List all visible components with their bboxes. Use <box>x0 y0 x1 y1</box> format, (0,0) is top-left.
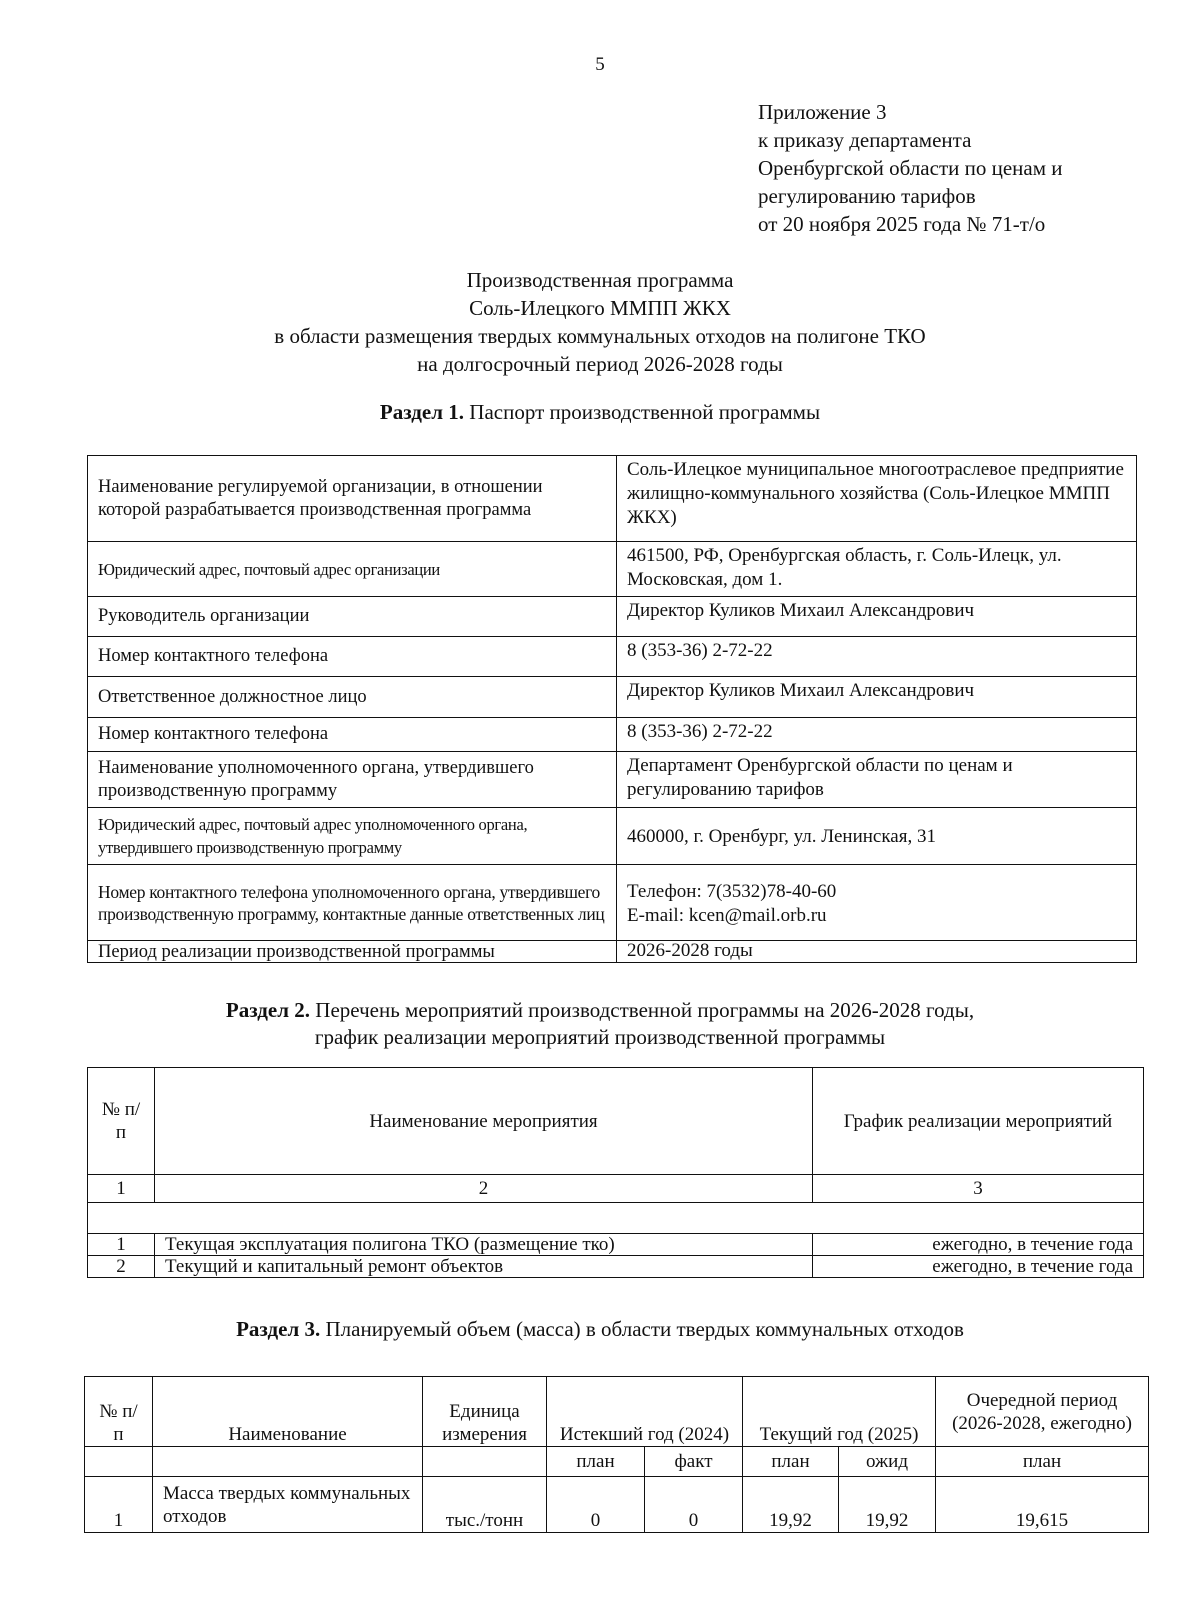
empty-cell <box>423 1447 547 1477</box>
header-next-period: Очередной период (2026-2028, ежегодно) <box>936 1377 1149 1447</box>
passport-value: Департамент Оренбургской области по ценам и регулированию тарифов <box>617 752 1137 808</box>
table-row <box>88 1234 1144 1256</box>
header-event-name: Наименование мероприятия <box>155 1068 813 1175</box>
passport-value: Соль-Илецкое муниципальное многоотраслевое предприятие жилищно-коммунального хозяйства (Соль-Илецкое ММПП ЖКХ) <box>617 456 1137 542</box>
column-number: 1 <box>88 1175 155 1203</box>
volume-next-plan: 19,615 <box>936 1477 1149 1533</box>
table-header-row <box>88 1068 1144 1175</box>
volume-past-fact: 0 <box>645 1477 743 1533</box>
section1-heading <box>0 399 1200 426</box>
passport-value: Директор Куликов Михаил Александрович <box>617 677 1137 718</box>
passport-value: 461500, РФ, Оренбургская область, г. Соль-Илецк, ул. Московская, дом 1. <box>617 542 1137 597</box>
header-unit: Единица измерения <box>423 1377 547 1447</box>
table-subheader-row <box>85 1447 1149 1477</box>
section1-label: Раздел 1. <box>379 400 465 424</box>
passport-value: 2026-2028 годы <box>617 941 1137 963</box>
title-line: Соль-Илецкого ММПП ЖКХ <box>469 296 731 320</box>
table-row <box>88 1256 1144 1278</box>
volume-name: Масса твердых коммунальных отходов <box>153 1477 423 1533</box>
passport-field: Номер контактного телефона уполномоченного органа, утвердившего производственную программу, контактные данные ответственных лиц <box>88 865 617 941</box>
table-row <box>88 677 1137 718</box>
page-number: 5 <box>595 54 605 75</box>
table-row <box>88 542 1137 597</box>
passport-field: Наименование уполномоченного органа, утвердившего производственную программу <box>88 752 617 808</box>
column-number: 2 <box>155 1175 813 1203</box>
section2-title-line2: график реализации мероприятий производственной программы <box>314 1025 886 1049</box>
section3-heading <box>0 1316 1200 1343</box>
column-number-row <box>88 1175 1144 1203</box>
section2-label: Раздел 2. <box>225 998 311 1022</box>
event-num: 1 <box>88 1234 155 1256</box>
event-name: Текущий и капитальный ремонт объектов <box>155 1256 813 1278</box>
appendix-line: к приказу департамента <box>758 128 972 152</box>
subheader-plan: план <box>547 1447 645 1477</box>
empty-row <box>88 1203 1144 1234</box>
passport-field: Номер контактного телефона <box>88 718 617 752</box>
event-schedule: ежегодно, в течение года <box>813 1234 1144 1256</box>
table-row <box>88 865 1137 941</box>
volume-unit: тыс./тонн <box>423 1477 547 1533</box>
section3-label: Раздел 3. <box>236 1317 321 1341</box>
header-num: № п/п <box>88 1068 155 1175</box>
passport-field: Наименование регулируемой организации, в отношении которой разрабатывается производственная программа <box>88 456 617 542</box>
appendix-line: регулированию тарифов <box>758 184 976 208</box>
header-schedule: График реализации мероприятий <box>813 1068 1144 1175</box>
volume-past-plan: 0 <box>547 1477 645 1533</box>
title-line: на долгосрочный период 2026-2028 годы <box>417 352 783 376</box>
table-row <box>88 718 1137 752</box>
volume-current-plan: 19,92 <box>743 1477 839 1533</box>
event-schedule: ежегодно, в течение года <box>813 1256 1144 1278</box>
contact-email: E-mail: kcen@mail.orb.ru <box>627 904 827 926</box>
table-row <box>88 456 1137 542</box>
subheader-expected: ожид <box>839 1447 936 1477</box>
passport-table <box>87 455 1137 963</box>
passport-field: Юридический адрес, почтовый адрес уполномоченного органа, утвердившего производственную программу <box>88 808 617 865</box>
appendix-line: Приложение 3 <box>758 100 887 124</box>
table-header-row <box>85 1377 1149 1447</box>
passport-field: Юридический адрес, почтовый адрес организации <box>88 542 617 597</box>
table-row <box>88 808 1137 865</box>
table-row <box>88 941 1137 963</box>
passport-field: Ответственное должностное лицо <box>88 677 617 718</box>
section3-title: Планируемый объем (масса) в области твердых коммунальных отходов <box>325 1317 964 1341</box>
empty-cell <box>153 1447 423 1477</box>
passport-contact-value <box>617 865 1137 941</box>
column-number: 3 <box>813 1175 1144 1203</box>
section2-title-line1: Перечень мероприятий производственной программы на 2026-2028 годы, <box>315 998 975 1022</box>
volume-current-expected: 19,92 <box>839 1477 936 1533</box>
appendix-line: от 20 ноября 2025 года № 71-т/о <box>758 212 1046 236</box>
table-row <box>88 752 1137 808</box>
contact-phone: Телефон: 7(3532)78-40-60 <box>627 880 837 902</box>
subheader-fact: факт <box>645 1447 743 1477</box>
title-line: Производственная программа <box>466 268 734 292</box>
passport-field: Руководитель организации <box>88 597 617 637</box>
header-past-year: Истекший год (2024) <box>547 1377 743 1447</box>
table-row <box>85 1477 1149 1533</box>
passport-value: Директор Куликов Михаил Александрович <box>617 597 1137 637</box>
subheader-plan: план <box>743 1447 839 1477</box>
empty-cell <box>85 1447 153 1477</box>
passport-value: 8 (353-36) 2-72-22 <box>617 718 1137 752</box>
volume-table <box>84 1376 1149 1533</box>
events-table <box>87 1067 1144 1278</box>
header-name: Наименование <box>153 1377 423 1447</box>
table-row <box>88 597 1137 637</box>
title-line: в области размещения твердых коммунальных отходов на полигоне ТКО <box>274 324 926 348</box>
passport-value: 460000, г. Оренбург, ул. Ленинская, 31 <box>617 808 1137 865</box>
event-name: Текущая эксплуатация полигона ТКО (размещение тко) <box>155 1234 813 1256</box>
empty-cell <box>88 1203 1144 1234</box>
header-current-year: Текущий год (2025) <box>743 1377 936 1447</box>
appendix-reference <box>758 98 1063 238</box>
event-num: 2 <box>88 1256 155 1278</box>
passport-field: Период реализации производственной программы <box>88 941 617 963</box>
subheader-plan: план <box>936 1447 1149 1477</box>
passport-field: Номер контактного телефона <box>88 637 617 677</box>
header-num: № п/п <box>85 1377 153 1447</box>
volume-num: 1 <box>85 1477 153 1533</box>
section1-title: Паспорт производственной программы <box>469 400 821 424</box>
appendix-line: Оренбургской области по ценам и <box>758 156 1063 180</box>
document-title <box>0 266 1200 378</box>
passport-value: 8 (353-36) 2-72-22 <box>617 637 1137 677</box>
table-row <box>88 637 1137 677</box>
section2-heading <box>0 997 1200 1051</box>
